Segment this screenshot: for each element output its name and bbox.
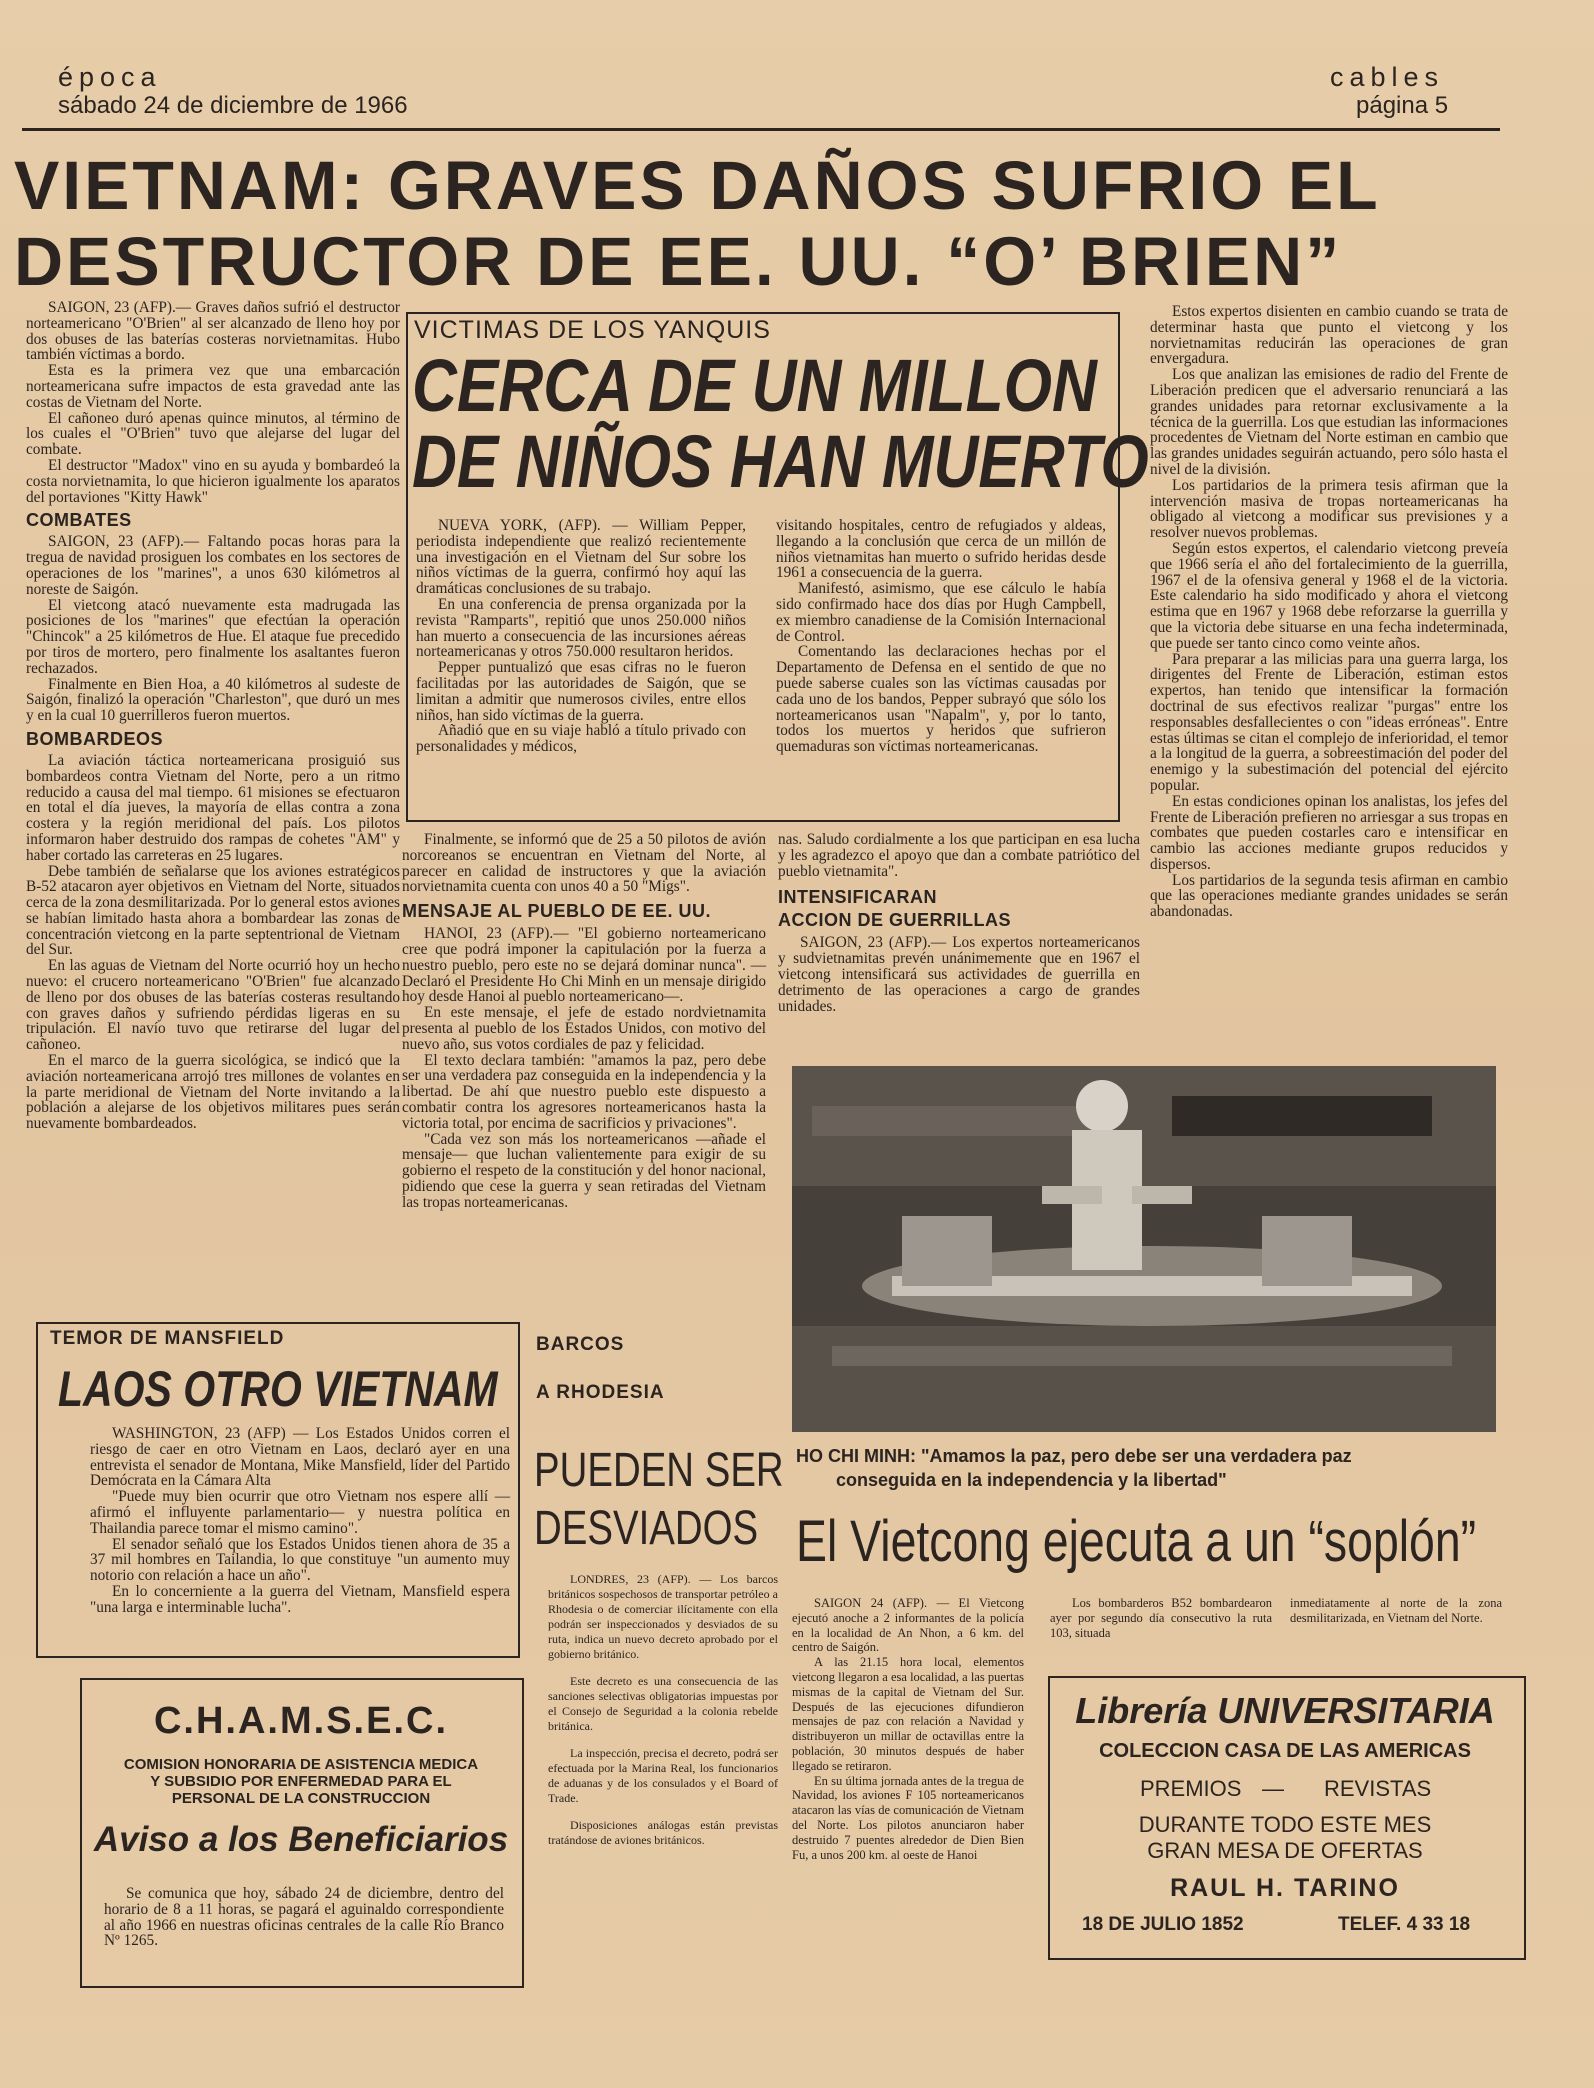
article-vietcong-col3	[1290, 1596, 1502, 1626]
paragraph: SAIGON 24 (AFP). — El Vietcong ejecutó anoche a 2 informantes de la policía en la localidad de An Nhon, a 6 km. del centro de Saigón.	[792, 1596, 1024, 1655]
chamsec-title: C.H.A.M.S.E.C.	[153, 1700, 449, 1742]
kicker-barcos: BARCOS	[536, 1334, 625, 1355]
paragraph: El senador señaló que los Estados Unidos tienen ahora de 35 a 37 mil hombres en Tailandia, lo que constituye "un aumento muy notorio con relación a hace un año".	[90, 1535, 510, 1585]
paragraph: HANOI, 23 (AFP).— "El gobierno norteamericano cree que podrá imponer la capitulación por la fuerza a nuestro pueblo, pero este no se dejará dominar nunca". —Declaró el Presidente Ho Chi Minh en un mensaje dirigido hoy desde Hanoi al pueblo norteamericano—.	[402, 925, 766, 1006]
main-headline-line2: DESTRUCTOR DE EE. UU. “O’ BRIEN”	[14, 223, 1343, 300]
paragraph: SAIGON, 23 (AFP).— Graves daños sufrió el destructor norteamericano "O'Brien" al ser alcanzado de lleno hoy por dos obuses de las baterías costeras norvietnamitas. Hubo también víctimas a bordo.	[26, 299, 400, 364]
headline-barcos	[534, 1442, 784, 1558]
paragraph: El vietcong atacó nuevamente esta madrugada las posiciones de los "marines" que efectúan la operación "Chincok" a 25 kilómetros de Hue. El ataque fue precedido por tiros de mortero, pero finalmente los asaltantes fueron rechazados.	[26, 596, 400, 677]
article-destructor	[26, 300, 400, 1132]
headline-laos: LAOS OTRO VIETNAM	[58, 1361, 498, 1417]
headline-barcos-line2: DESVIADOS	[534, 1502, 759, 1555]
chamsec-line1: COMISION HONORARIA DE ASISTENCIA MEDICA	[123, 1756, 479, 1773]
paragraph: En una conferencia de prensa organizada por la revista "Ramparts", repitió que unos 250.000 niños han muerto a consecuencia de las incursiones aéreas norteamericanas y otros 750.000 resultaron heridos.	[416, 595, 746, 661]
paragraph: En su última jornada antes de la tregua de Navidad, los aviones F 105 norteamericanos atacaron las vías de comunicación de Vietnam del Norte. Los pilotos anunciaron haber destruido 7 puentes alrededor de Dien Bien Fu, a unos 200 km. al oeste de Hanoi	[792, 1773, 1024, 1862]
paragraph: Finalmente en Bien Hoa, a 40 kilómetros al sudeste de Saigón, finalizó la operación "Charleston", que duró un mes y en la cual 10 guerrilleros fueron muertos.	[26, 675, 400, 725]
paragraph: visitando hospitales, centro de refugiados y aldeas, llegando a la conclusión que cerca de un millón de niños vietnamitas han muerto o sufrido heridas desde 1961 a consecuencia de la guerra.	[776, 517, 1106, 582]
paragraph: Manifestó, asimismo, que ese cálculo le había sido confirmado hace dos días por Hugh Campbell, ex miembro canadiense de la Comisión Internacional de Control.	[776, 580, 1106, 645]
article-guerrillas	[778, 832, 1140, 1014]
paragraph: Estos expertos disienten en cambio cuando se trata de determinar hasta que punto el vietcong y los norvietnamitas reducirán las operaciones de gran envergadura.	[1150, 303, 1508, 368]
newspaper-name: época	[58, 62, 162, 92]
paragraph: En lo concerniente a la guerra del Vietnam, Mansfield espera "una larga e interminable lucha".	[90, 1582, 510, 1616]
article-laos	[90, 1426, 510, 1616]
paragraph: Los bombarderos B52 bombardearon ayer por segundo día consecutivo la ruta 103, situada	[1050, 1596, 1272, 1640]
kicker-rhodesia: A RHODESIA	[536, 1382, 665, 1403]
libreria-phone: TELEF. 4 33 18	[1338, 1914, 1471, 1935]
libreria-line2: DURANTE TODO ESTE MES	[1138, 1812, 1432, 1837]
subhead-accion: ACCION DE GUERRILLAS	[778, 910, 1012, 931]
paragraph: Este decreto es una consecuencia de las sanciones selectivas obligatorias impuestas por el Consejo de Seguridad a la colonia rebelde británica.	[548, 1674, 778, 1733]
paragraph: Para preparar a las milicias para una guerra larga, los dirigentes del Frente de Liberación, estiman estos expertos, han tenido que intensificar la formación doctrinal de sus efectivos realizar "purgas" entre los responsables desfallecientes o con "ideas erróneas". Entre estas últimas se citan el complejo de inferioridad, el temor a la longitud de la guerra, a sobreestimación del poder del enemigo y la subestimación del potencial del ejército popular.	[1150, 650, 1508, 794]
paragraph: En el marco de la guerra sicológica, se indicó que la aviación norteamericana arrojó tres millones de volantes en la parte meridional de Vietnam del Norte invitando a la población a alejarse de los objetivos militares pues serán nuevamente bombardeados.	[26, 1052, 400, 1133]
paragraph: Esta es la primera vez que una embarcación norteamericana sufre impactos de esta gravedad ante las costas de Vietnam del Norte.	[26, 362, 400, 411]
photo-caption	[796, 1444, 1352, 1492]
headline-ninos-line1: CERCA DE UN MILLON	[412, 344, 1097, 427]
paragraph: La inspección, precisa el decreto, podrá ser efectuada por la Marina Real, los funcionarios de aduanas y de los consulados y el Board of Trade.	[548, 1746, 778, 1805]
paragraph: El texto declara también: "amamos la paz, pero debe ser una verdadera paz conseguida en la independencia y la libertad. De ahí que nuestro pueblo este dispuesto a combatir contra los agresores norteamericanos hasta la victoria total, por encima de sacrificios y privaciones".	[402, 1051, 766, 1132]
paragraph: En estas condiciones opinan los analistas, los jefes del Frente de Liberación prefieren no arriesgar a sus tropas en combates que pueden costarles caro e intensificar en cambio las acciones mediante grupos reducidos y dispersos.	[1150, 792, 1508, 873]
photo-ho-chi-minh	[792, 1066, 1496, 1432]
paragraph: El cañoneo duró apenas quince minutos, al término de los cuales el "O'Brien" tuvo que alejarse del lugar del combate.	[26, 409, 400, 459]
paragraph: WASHINGTON, 23 (AFP) — Los Estados Unidos corren el riesgo de caer en otro Vietnam en Laos, declaró ayer en una entrevista el senador de Montana, Mike Mansfield, líder del Partido Demócrata en la Cámara Alta	[90, 1425, 510, 1490]
article-vietcong-col2	[1050, 1596, 1272, 1640]
paragraph: SAIGON, 23 (AFP).— Los expertos norteamericanos y sudvietnamitas prevén unánimemente que en 1967 el vietcong intensificará sus actividades de guerrilla en detrimento de las operaciones a cargo de grandes unidades.	[778, 934, 1140, 1015]
chamsec-line2: Y SUBSIDIO POR ENFERMEDAD PARA EL	[150, 1773, 452, 1790]
paragraph: Añadió que en su viaje habló a título privado con personalidades y médicos,	[416, 722, 746, 756]
paragraph: A las 21.15 hora local, elementos vietcong llegaron a esa localidad, a las puertas mismas de la capital de Vietnam del Sur. Después de las ejecuciones difundieron mensajes de paz con relación a Navidad y distribuyeron un millar de octavillas entre la población, 30 minutos después de haber llegado se retiraron.	[792, 1655, 1024, 1773]
header-rule	[22, 128, 1500, 131]
article-ninos-col1	[416, 518, 746, 755]
paragraph: "Cada vez son más los norteamericanos —añade el mensaje— que luchan valientemente para exigir de su gobierno el respeto de la constitución y del honor nacional, pidiendo que cese la guerra y sean retiradas del Vietnam las tropas norteamericanas.	[402, 1130, 766, 1211]
article-ninos-col2	[776, 518, 1106, 755]
article-barcos	[548, 1572, 778, 1848]
libreria-address: 18 DE JULIO 1852	[1082, 1914, 1244, 1935]
section-name: cables	[1330, 62, 1445, 92]
chamsec-headline: Aviso a los Beneficiarios	[93, 1820, 509, 1859]
chamsec-body	[104, 1886, 504, 1949]
paragraph: inmediatamente al norte de la zona desmilitarizada, en Vietnam del Norte.	[1290, 1596, 1502, 1625]
subhead-bombardeos: BOMBARDEOS	[26, 728, 164, 749]
page-number: página 5	[1356, 92, 1449, 119]
paragraph: Se comunica que hoy, sábado 24 de diciembre, dentro del horario de 8 a 11 horas, se pagará el aguinaldo correspondiente al año 1966 en nuestras oficinas centrales de la calle Río Branco Nº 1265.	[104, 1885, 504, 1950]
paragraph: Pepper puntualizó que esas cifras no le fueron facilitadas por las autoridades de Saigón, que se limitan a admitir que numerosos civiles, entre ellos niños, han sido víctimas de la guerra.	[416, 659, 746, 724]
article-vietcong-col1	[792, 1596, 1024, 1862]
photo-caption-line2: conseguida en la independencia y la libertad"	[836, 1470, 1227, 1490]
photo-placeholder	[792, 1066, 1496, 1432]
chamsec-subtitle	[84, 1756, 518, 1807]
libreria-line3: GRAN MESA DE OFERTAS	[1147, 1838, 1423, 1863]
issue-date: sábado 24 de diciembre de 1966	[58, 92, 408, 119]
paragraph: Finalmente, se informó que de 25 a 50 pilotos de avión norcoreanos se encuentran en Vietnam del Norte, al parecer en calidad de instructores y que la aviación norvietnamita cuenta con unos 40 a 50 "Migs".	[402, 831, 766, 896]
paragraph: Disposiciones análogas están previstas tratándose de aviones británicos.	[548, 1818, 778, 1847]
kicker-mansfield: TEMOR DE MANSFIELD	[50, 1328, 285, 1349]
main-headline	[14, 147, 1551, 300]
paragraph: En las aguas de Vietnam del Norte ocurrió hoy un hecho nuevo: el crucero norteamericano "O'Brien" fue alcanzado de lleno por dos obuses de las baterías costeras resultando con graves daños y sufriendo pérdidas ligeras en su tripulación. El navío tuvo que retirarse del lugar del cañoneo.	[26, 957, 400, 1054]
main-headline-line1: VIETNAM: GRAVES DAÑOS SUFRIO EL	[14, 147, 1381, 224]
libreria-revistas: REVISTAS	[1324, 1776, 1432, 1801]
article-mensaje	[402, 832, 766, 1211]
headline-barcos-line1: PUEDEN SER	[534, 1444, 784, 1497]
paragraph: La aviación táctica norteamericana prosiguió sus bombardeos contra Vietnam del Norte, pero a un ritmo reducido a causa del mal tiempo. 61 misiones se efectuaron en total el día jueves, la mayoría de ellas contra a zona costera y la región meridional del país. Los pilotos informaron haber destruido dos rampas de cohetes "AM" y haber cortado las carreteras en 25 lugares.	[26, 751, 400, 864]
paragraph: nas. Saludo cordialmente a los que participan en esa lucha y les agradezco el apoyo que dan a combate patriótico del pueblo vietnamita".	[778, 831, 1140, 880]
headline-ninos	[412, 344, 1149, 503]
paragraph: LONDRES, 23 (AFP). — Los barcos británicos sospechosos de transportar petróleo a Rhodesia o de comerciar ilícitamente con ella podrán ser inspeccionados y desviados de su ruta, indica un nuevo decreto aprobado por el gobierno británico.	[548, 1572, 778, 1661]
paragraph: Los que analizan las emisiones de radio del Frente de Liberación predicen que el adversario renunciará a las grandes unidades para retornar exclusivamente a la técnica de la guerrilla. Los que estudian las informaciones procedentes de Vietnam del Norte estiman en cambio que las grandes unidades seguirán actuando, pero sólo hasta el nivel de la división.	[1150, 366, 1508, 478]
photo-caption-line1: HO CHI MINH: "Amamos la paz, pero debe ser una verdadera paz	[796, 1446, 1352, 1466]
libreria-collection: COLECCION CASA DE LAS AMERICAS	[1099, 1740, 1471, 1762]
subhead-combates: COMBATES	[26, 510, 132, 531]
chamsec-line3: PERSONAL DE LA CONSTRUCCION	[171, 1790, 431, 1807]
libreria-dash: —	[1262, 1776, 1284, 1801]
libreria-premios: PREMIOS	[1140, 1776, 1242, 1801]
paragraph: En este mensaje, el jefe de estado nordvietnamita presenta al pueblo de los Estados Unidos, con motivo del nuevo año, sus votos cordiales de paz y felicidad.	[402, 1004, 766, 1053]
article-expertos	[1150, 304, 1508, 920]
libreria-name: Librería UNIVERSITARIA	[1075, 1690, 1495, 1731]
subhead-intensificaran: INTENSIFICARAN	[778, 887, 937, 908]
paragraph: Los partidarios de la primera tesis afirman que la intervención masiva de tropas norteamericanas ha obligado al vietcong a modificar sus previsiones y a resolver nuevos problemas.	[1150, 476, 1508, 542]
libreria-owner: RAUL H. TARINO	[1170, 1874, 1400, 1902]
kicker-victimas: VICTIMAS DE LOS YANQUIS	[414, 316, 771, 344]
headline-ninos-line2: DE NIÑOS HAN MUERTO	[412, 420, 1149, 503]
paragraph: El destructor "Madox" vino en su ayuda y bombardeó la costa norvietnamita, lo que hicieron igualmente los aparatos del portaviones "Kitty Hawk"	[26, 456, 400, 506]
subhead-mensaje: MENSAJE AL PUEBLO DE EE. UU.	[402, 901, 712, 922]
paragraph: "Puede muy bien ocurrir que otro Vietnam nos espere allí —afirmó el influyente parlamentario— y nuestra política en Thailandia parece tomar el mismo camino".	[90, 1488, 510, 1537]
paragraph: Según estos expertos, el calendario vietcong preveía que 1966 sería el año del fortalecimiento de la guerrilla, 1967 el de la ofensiva general y 1968 el de la victoria. Este calendario ha sido modificado y ahora el vietcong estima que en 1967 y 1968 debe reforzarse la guerrilla y que la victoria debe situarse en una fecha indeterminada, que puede ser tanto cinco como veinte años.	[1150, 539, 1508, 652]
paragraph: NUEVA YORK, (AFP). — William Pepper, periodista independiente que realizó recientemente una investigación en el Vietnam del Sur sobre los niños víctimas de la guerra, confirmó hoy aquí las dramáticas conclusiones de su trabajo.	[416, 517, 746, 598]
paragraph: Debe también de señalarse que los aviones estratégicos B-52 atacaron ayer objetivos en Vietnam del Norte, situados cerca de la zona desmilitarizada. Por lo general estos aviones se habían limitado hasta ahora a bombardear las zonas de concentración vietcong en la parte septentrional de Vietnam del Sur.	[26, 862, 400, 959]
headline-vietcong: El Vietcong ejecuta a un “soplón”	[796, 1509, 1477, 1574]
paragraph: SAIGON, 23 (AFP).— Faltando pocas horas para la tregua de navidad prosiguen los combates en los sectores de operaciones de los "marines", a unos 630 kilómetros al noreste de Saigón.	[26, 533, 400, 598]
paragraph: Comentando las declaraciones hechas por el Departamento de Defensa en el sentido de que no puede saberse cuales son las víctimas causadas por cada uno de los bandos, Pepper subrayó que sólo los norteamericanos usan "Napalm", y, por lo tanto, todos los muertos y heridos que sufrieron quemaduras son víctimas norteamericanas.	[776, 643, 1106, 756]
paragraph: Los partidarios de la segunda tesis afirman en cambio que las operaciones mediante grandes unidades se serán abandonadas.	[1150, 871, 1508, 921]
